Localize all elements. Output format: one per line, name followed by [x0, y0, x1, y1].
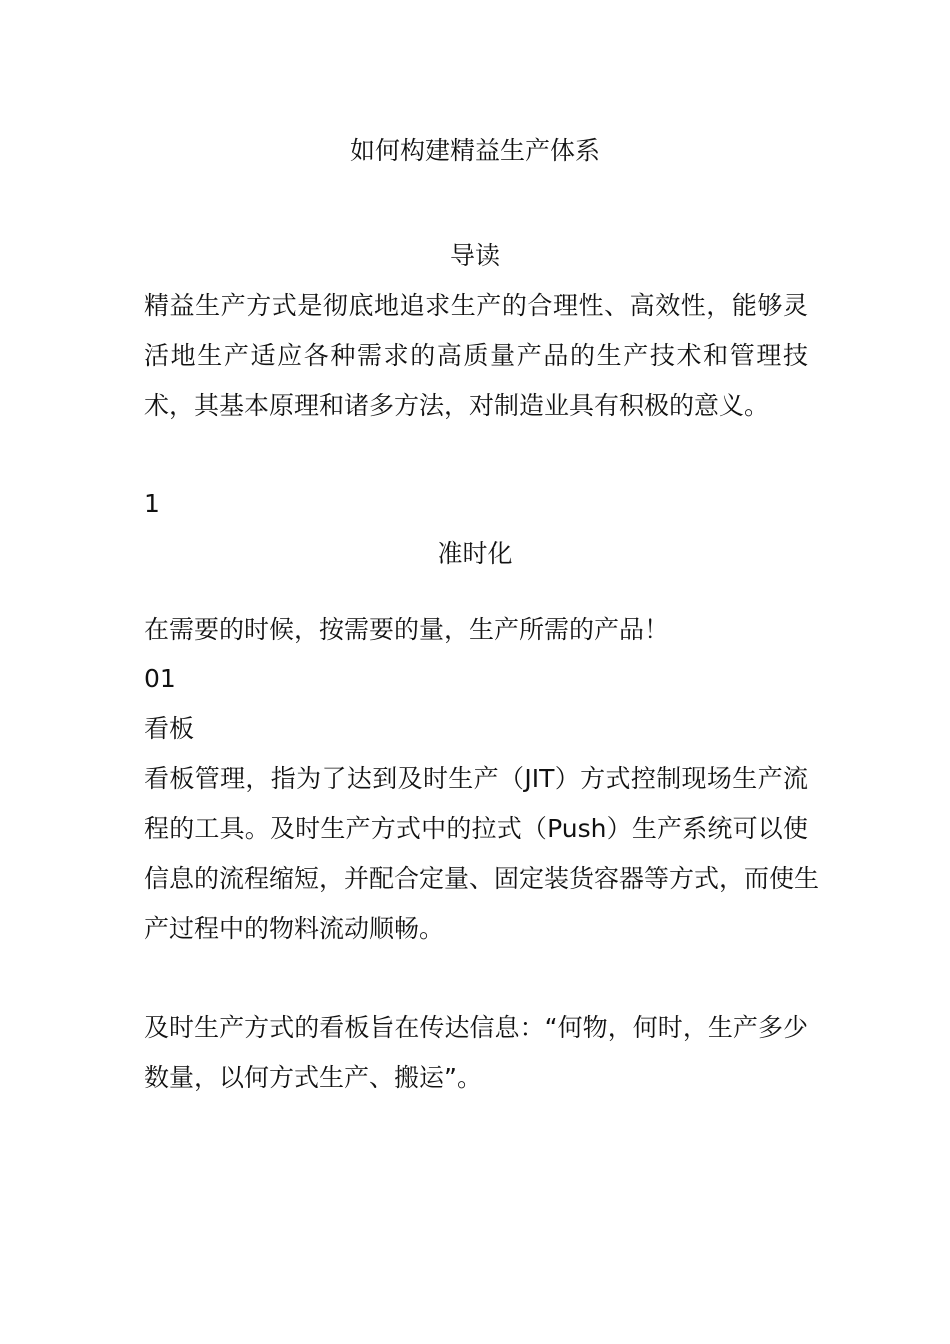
intro-line: 术，其基本原理和诸多方法，对制造业具有积极的意义。: [144, 391, 770, 420]
section-number: 1: [144, 489, 160, 518]
subsection-number: 01: [144, 664, 176, 693]
intro-heading: 导读: [449, 241, 500, 270]
paragraph-line: 数量，以何方式生产、搬运”。: [144, 1063, 482, 1092]
intro-line: 精益生产方式是彻底地追求生产的合理性、高效性，能够灵: [144, 291, 808, 320]
subsection-title: 看板: [144, 714, 195, 743]
paragraph-line: 看板管理，指为了达到及时生产（JIT）方式控制现场生产流: [144, 764, 808, 793]
section-tagline: 在需要的时候，按需要的量，生产所需的产品！: [144, 615, 670, 644]
paragraph-line: 程的工具。及时生产方式中的拉式（Push）生产系统可以使: [144, 814, 808, 843]
section-title: 准时化: [437, 539, 513, 568]
paragraph-line: 产过程中的物料流动顺畅。: [144, 914, 445, 943]
document-title: 如何构建精益生产体系: [349, 136, 600, 165]
paragraph-line: 信息的流程缩短，并配合定量、固定装货容器等方式，而使生: [144, 864, 820, 893]
paragraph-line: 及时生产方式的看板旨在传达信息：“何物，何时，生产多少: [144, 1013, 808, 1042]
intro-line: 活地生产适应各种需求的高质量产品的生产技术和管理技: [144, 341, 808, 370]
